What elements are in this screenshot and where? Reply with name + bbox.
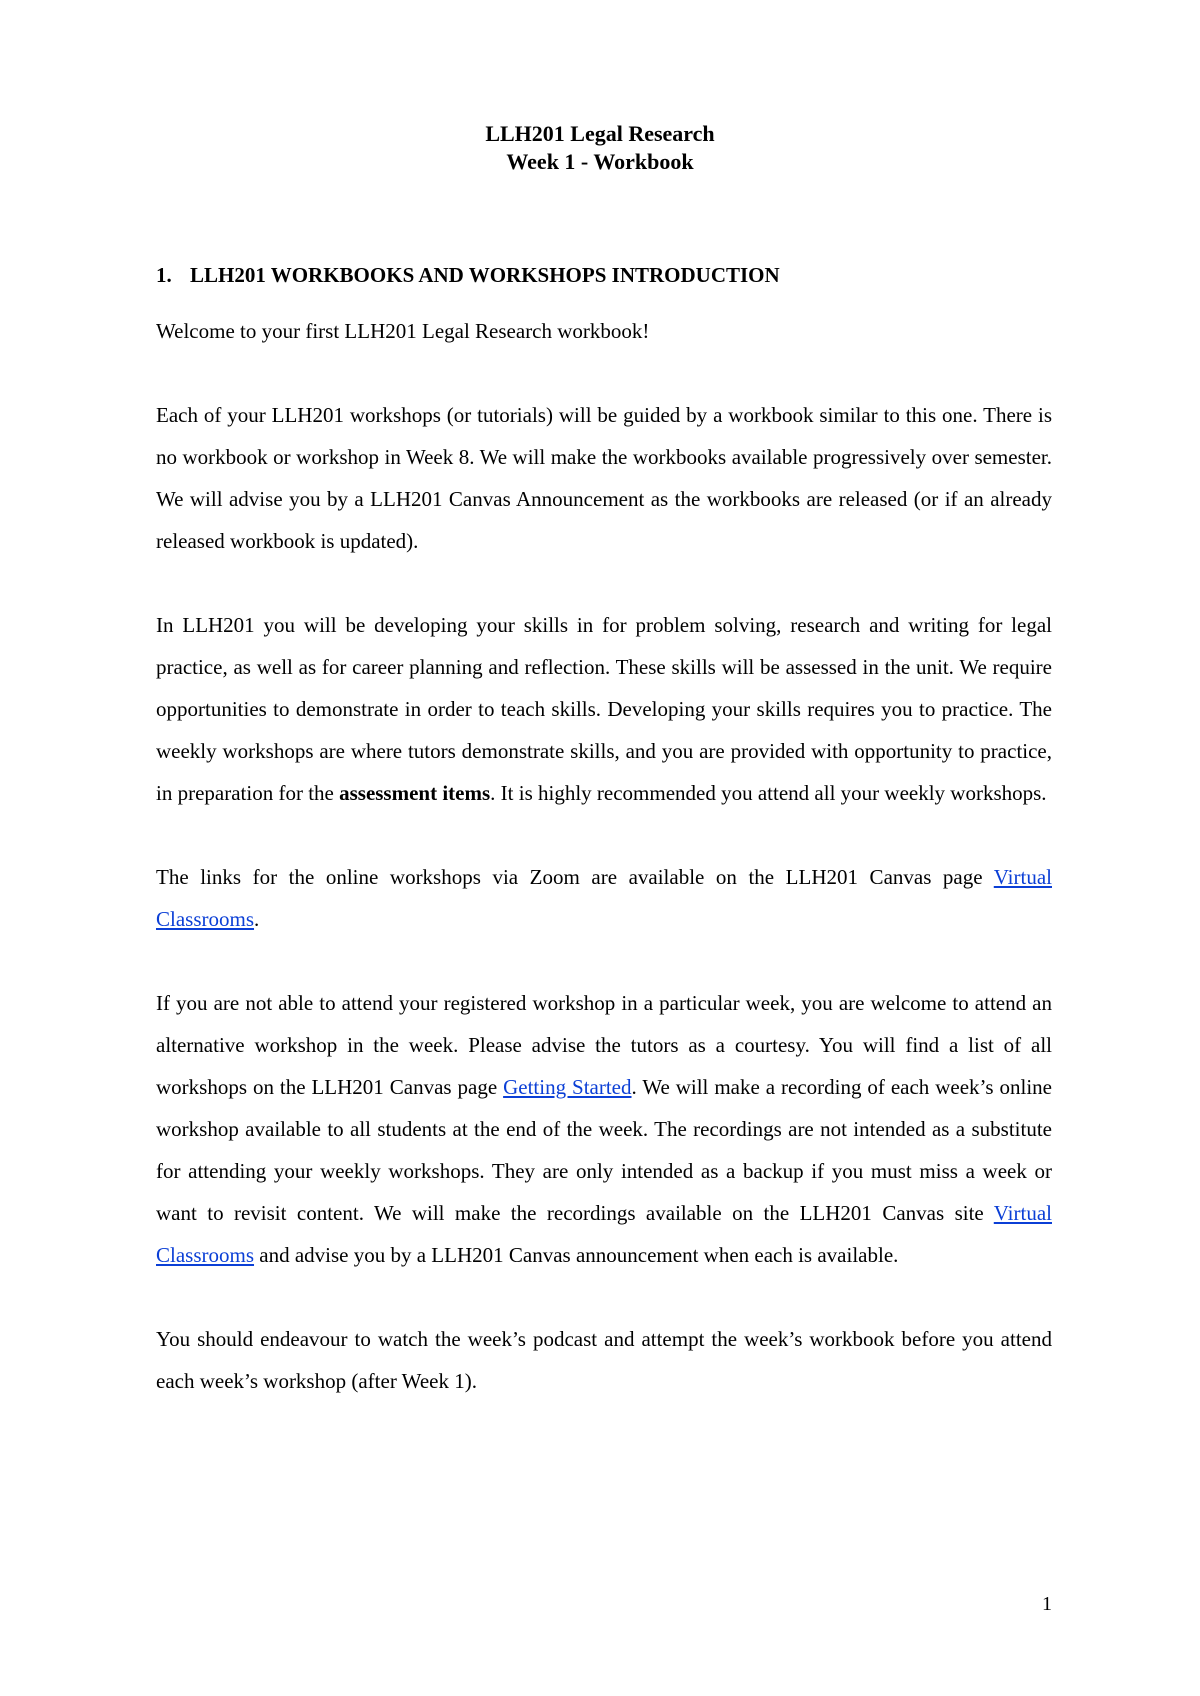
document-subtitle: Week 1 - Workbook [506, 149, 694, 174]
paragraph-attendance-text-3: and advise you by a LLH201 Canvas announcement when each is available. [254, 1243, 899, 1267]
paragraph-skills-text-1: In LLH201 you will be developing your skills in for problem solving, research and writing for legal practice, as well as for career planning and reflection. These skills will be assessed in the unit. We require opportunities to demonstrate in order to teach skills. Developing your skills requires you to practice. The weekly workshops are where tutors demonstrate skills, and you are provided with opportunity to practice, in preparation for the [156, 613, 1052, 805]
section-number: 1. [156, 263, 172, 287]
document-title-block [0, 120, 1200, 176]
paragraph-zoom-text-2: . [254, 907, 260, 931]
body-text [156, 310, 1052, 1444]
getting-started-link[interactable]: Getting Started [503, 1075, 632, 1099]
virtual-classrooms-link-2[interactable]: Virtual Classrooms [156, 1201, 1052, 1267]
assessment-items-emphasis: assessment items [339, 781, 491, 805]
paragraph-attendance [156, 982, 1052, 1276]
section-heading-text: LLH201 WORKBOOKS AND WORKSHOPS INTRODUCTION [190, 263, 780, 287]
paragraph-welcome: Welcome to your first LLH201 Legal Research workbook! [156, 319, 650, 343]
paragraph-zoom-links [156, 856, 1052, 940]
paragraph-attendance-text-1: If you are not able to attend your registered workshop in a particular week, you are welcome to attend an alternative workshop in the week. Please advise the tutors as a courtesy. You will find a list of all workshops on the LLH201 Canvas page [156, 991, 1052, 1099]
paragraph-skills-text-2: . It is highly recommended you attend all your weekly workshops. [490, 781, 1047, 805]
page-number: 1 [1042, 1593, 1052, 1615]
paragraph-zoom-text-1: The links for the online workshops via Zoom are available on the LLH201 Canvas page [156, 865, 994, 889]
paragraph-preparation: You should endeavour to watch the week’s podcast and attempt the week’s workbook before you attend each week’s workshop (after Week 1). [156, 1327, 1052, 1393]
paragraph-attendance-text-2: . We will make a recording of each week’s online workshop available to all students at the end of the week. The recordings are not intended as a substitute for attending your weekly workshops. They are only intended as a backup if you must miss a week or want to revisit content. We will make the recordings available on the LLH201 Canvas site [156, 1075, 1052, 1225]
paragraph-workbooks: Each of your LLH201 workshops (or tutorials) will be guided by a workbook similar to this one. There is no workbook or workshop in Week 8. We will make the workbooks available progressively over semester. We will advise you by a LLH201 Canvas Announcement as the workbooks are released (or if an already released workbook is updated). [156, 403, 1052, 553]
section-heading [156, 262, 780, 288]
paragraph-skills [156, 604, 1052, 814]
virtual-classrooms-link[interactable]: Virtual Classrooms [156, 865, 1052, 931]
document-title: LLH201 Legal Research [485, 121, 715, 146]
